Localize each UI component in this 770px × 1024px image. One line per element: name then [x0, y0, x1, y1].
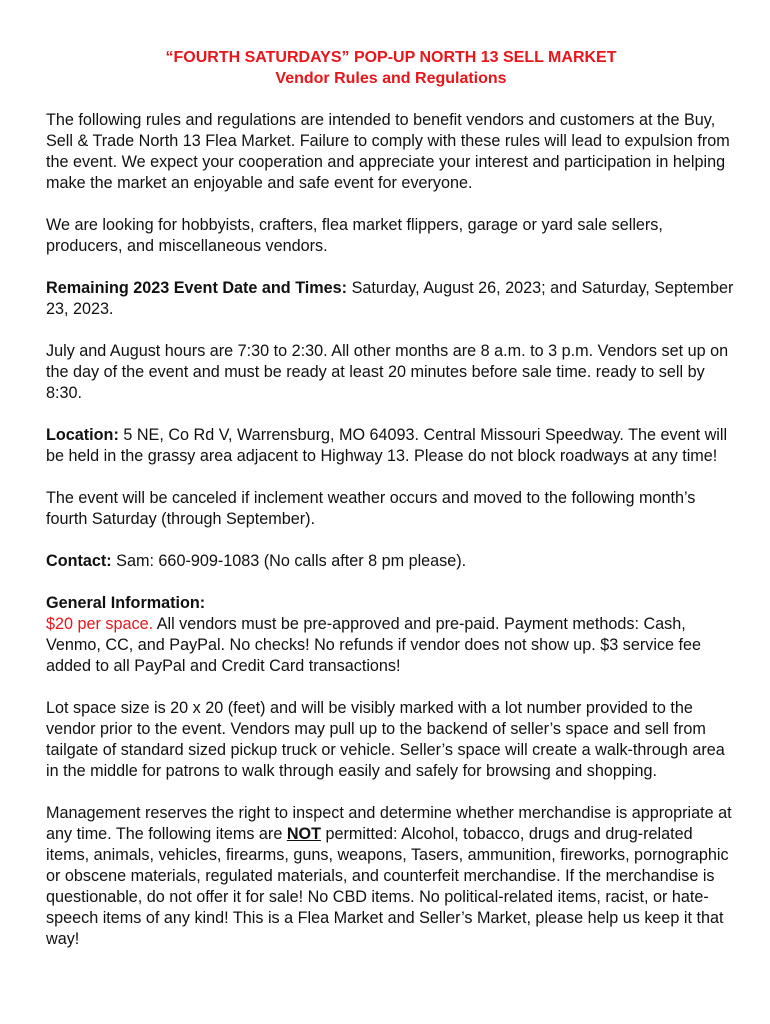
- contact-paragraph: [46, 551, 736, 572]
- management-text-start: Management reserves the right to inspect and determine whether merchandise is appropriate at any time. The following items are: [46, 804, 732, 843]
- management-text-end: permitted: Alcohol, tobacco, drugs and drug-related items, animals, vehicles, firearms, guns, weapons, Tasers, ammunition, fireworks, pornographic or obscene materials, regulated materials, and counterfeit merchandise. If the merchandise is questionable, do not offer it for sale! No CBD items. No political-related items, racist, or hate-speech items of any kind! This is a Flea Market and Seller’s Market, please help us keep it that way!: [46, 825, 729, 948]
- spacer: [46, 404, 736, 425]
- spacer: [46, 677, 736, 698]
- document-title: “FOURTH SATURDAYS” POP-UP NORTH 13 SELL MARKET: [165, 49, 617, 66]
- document-page: [46, 47, 736, 950]
- not-emphasis: NOT: [286, 825, 321, 843]
- cancel-paragraph: The event will be canceled if inclement weather occurs and moved to the following month’s fourth Saturday (through September).: [46, 489, 696, 528]
- dates-label: Remaining 2023 Event Date and Times:: [46, 279, 348, 297]
- spacer: [46, 782, 736, 803]
- location-text: 5 NE, Co Rd V, Warrensburg, MO 64093. Central Missouri Speedway. The event will be held in the grassy area adjacent to Highway 13. Please do not block roadways at any time!: [46, 426, 728, 465]
- spacer: [46, 194, 736, 215]
- dates-paragraph: [46, 278, 736, 320]
- spacer: [46, 467, 736, 488]
- location-paragraph: [46, 425, 736, 467]
- spacer: [46, 572, 736, 593]
- contact-label: Contact:: [46, 552, 112, 570]
- general-heading: General Information:: [46, 594, 206, 612]
- spacer: [46, 320, 736, 341]
- management-paragraph: [46, 803, 736, 950]
- looking-paragraph: We are looking for hobbyists, crafters, flea market flippers, garage or yard sale sellers, producers, and miscellaneous vendors.: [46, 216, 663, 255]
- general-text: All vendors must be pre-approved and pre-paid. Payment methods: Cash, Venmo, CC, and PayPal. No checks! No refunds if vendor does not show up. $3 service fee added to all PayPal and Credit Card transactions!: [46, 615, 702, 675]
- lot-paragraph: Lot space size is 20 x 20 (feet) and will be visibly marked with a lot number provided to the vendor prior to the event. Vendors may pull up to the backend of seller’s space and sell from tailgate of standard sized pickup truck or vehicle. Seller’s space will create a walk-through area in the middle for patrons to walk through easily and safely for browsing and shopping.: [46, 699, 725, 780]
- contact-text: Sam: 660-909-1083 (No calls after 8 pm please).: [111, 552, 467, 570]
- general-paragraph: [46, 614, 736, 677]
- spacer: [46, 89, 736, 110]
- spacer: [46, 530, 736, 551]
- dates-text: Saturday, August 26, 2023; and Saturday, September 23, 2023.: [46, 279, 734, 318]
- spacer: [46, 257, 736, 278]
- location-label: Location:: [46, 426, 119, 444]
- price-text: $20 per space.: [46, 615, 154, 633]
- hours-paragraph: July and August hours are 7:30 to 2:30. All other months are 8 a.m. to 3 p.m. Vendors set up on the day of the event and must be ready at least 20 minutes before sale time. ready to sell by 8:30.: [46, 342, 729, 402]
- document-subtitle: Vendor Rules and Regulations: [275, 70, 507, 87]
- intro-paragraph: The following rules and regulations are intended to benefit vendors and customers at the Buy, Sell & Trade North 13 Flea Market. Failure to comply with these rules will lead to expulsion from the event. We expect your cooperation and appreciate your interest and participation in helping make the market an enjoyable and safe event for everyone.: [46, 111, 730, 192]
